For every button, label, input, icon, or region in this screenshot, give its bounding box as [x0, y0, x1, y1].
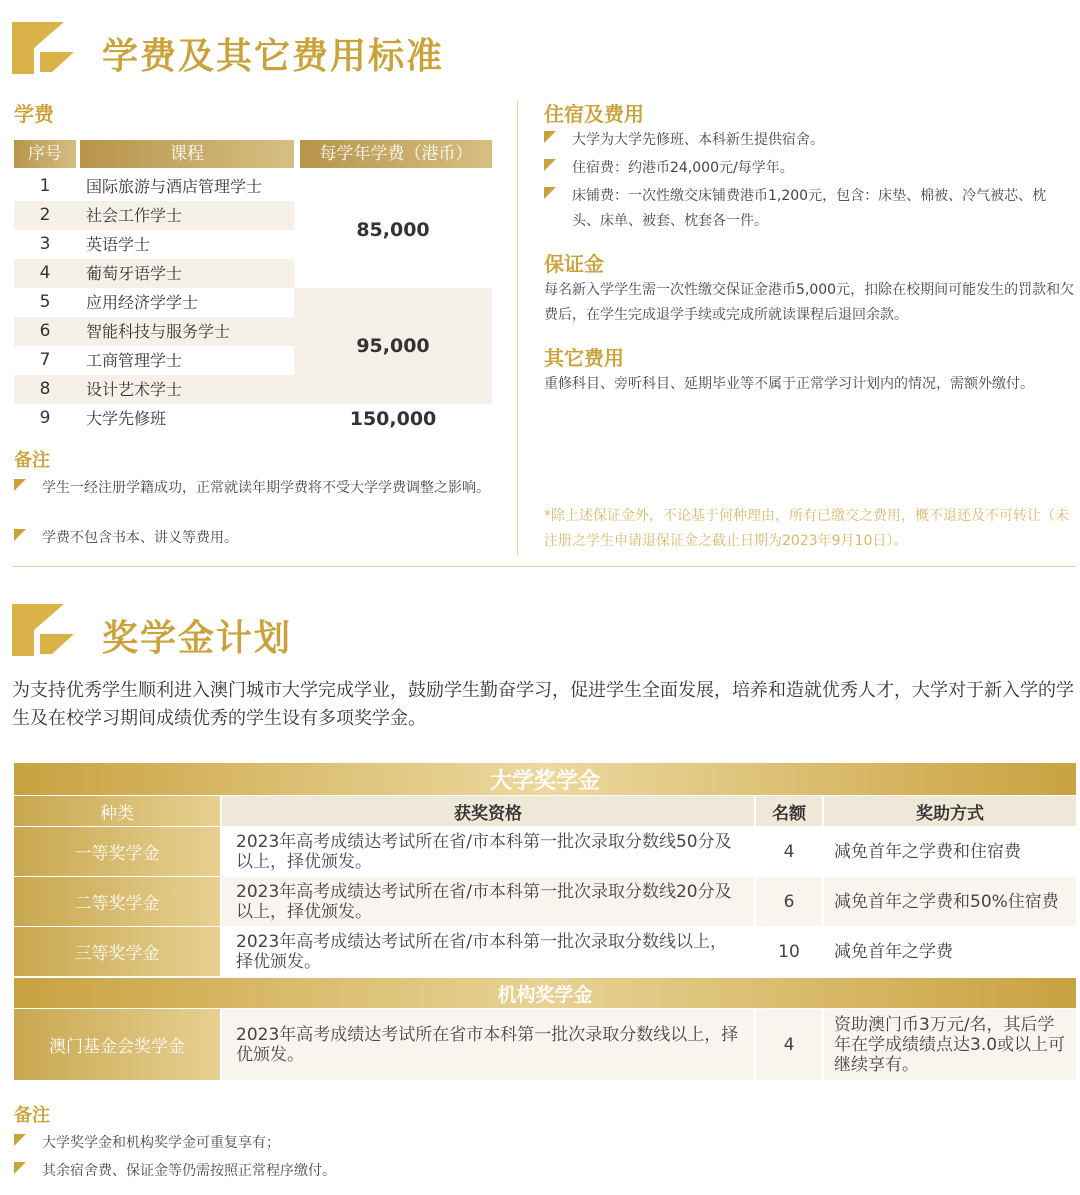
- quota-inst: 4: [756, 1009, 822, 1080]
- row-course: 应用经济学学士: [86, 293, 199, 312]
- row-course: 大学先修班: [86, 409, 167, 428]
- housing-item-2: 住宿费：约港币24,000元/每学年。: [544, 156, 1074, 181]
- row-course: 国际旅游与酒店管理学士: [86, 177, 263, 196]
- row-no: 7: [39, 350, 51, 370]
- quota-2: 6: [756, 877, 822, 926]
- requirement-1: 2023年高考成绩达考试所在省/市本科第一批次录取分数线50分及以上，择优颁发。: [236, 831, 732, 872]
- brand-mark-icon: [12, 22, 74, 74]
- award-inst: 资助澳门币3万元/名，其后学年在学成绩绩点达3.0或以上可继续享有。: [824, 1009, 1076, 1080]
- col-requirement: 获奖资格: [222, 796, 754, 826]
- triangle-bullet-icon: [544, 159, 556, 171]
- scholarship-type-1: 一等奖学金: [14, 827, 220, 876]
- deposit-text: 每名新入学学生需一次性缴交保证金港币5,000元，扣除在校期间可能发生的罚款和欠费后，在学生完成退学手续或完成所就读课程后退回余款。: [544, 282, 1075, 323]
- institution-scholarship-title: 机构奖学金: [14, 978, 1076, 1008]
- row-no: 5: [39, 292, 51, 312]
- triangle-bullet-icon: [14, 529, 26, 541]
- fee-group-3: 150,000: [349, 407, 437, 430]
- col-award: 奖助方式: [824, 796, 1076, 826]
- table-title: 大学奖学金: [14, 763, 1076, 795]
- row-course: 葡萄牙语学士: [86, 264, 183, 283]
- tuition-note-1: 学生一经注册学籍成功，正常就读年期学费将不受大学学费调整之影响。: [14, 476, 494, 501]
- row-no: 8: [39, 379, 51, 399]
- table-row: [14, 375, 294, 404]
- deposit-heading: 保证金: [544, 252, 604, 276]
- fee-group-2: 95,000: [294, 288, 492, 404]
- requirement-inst: 2023年高考成绩达考试所在省市本科第一批次录取分数线以上，择优颁发。: [222, 1009, 754, 1080]
- column-divider: [517, 100, 518, 555]
- row-course: 工商管理学士: [86, 351, 183, 370]
- scholarship-table: [14, 763, 1076, 1080]
- scholarship-title: 奖学金计划: [102, 618, 293, 659]
- row-no: 3: [39, 234, 51, 254]
- scholarship-notes-heading: 备注: [14, 1105, 50, 1126]
- housing-heading: 住宿及费用: [544, 102, 644, 126]
- requirement-3: 2023年高考成绩达考试所在省/市本科第一批次录取分数线以上，择优颁发。: [236, 931, 727, 972]
- fee-group-1: 85,000: [356, 219, 430, 241]
- refund-note: *除上述保证金外，不论基于何种理由，所有已缴交之费用，概不退还及不可转让（未注册之学生申请退保证金之截止日期为2023年9月10日）。: [544, 508, 1069, 549]
- brand-mark-icon: [12, 604, 74, 656]
- table-row: [14, 346, 294, 375]
- table-row: [14, 230, 294, 259]
- triangle-bullet-icon: [14, 1162, 26, 1174]
- other-fees-text: 重修科目、旁听科目、延期毕业等不属于正常学习计划内的情况，需额外缴付。: [544, 376, 1034, 392]
- housing-item-1: 大学为大学先修班、本科新生提供宿舍。: [544, 128, 1074, 153]
- row-course: 智能科技与服务学士: [86, 322, 231, 341]
- col-quota: 名额: [756, 796, 822, 826]
- award-3: 减免首年之学费: [834, 941, 953, 962]
- table-row: [14, 317, 294, 346]
- table-row: [14, 172, 294, 201]
- triangle-bullet-icon: [544, 131, 556, 143]
- row-course: 社会工作学士: [86, 206, 183, 225]
- col-course: 课程: [80, 140, 294, 168]
- scholarship-type-inst: 澳门基金会奖学金: [14, 1009, 220, 1080]
- scholarship-intro: 为支持优秀学生顺利进入澳门城市大学完成学业，鼓励学生勤奋学习，促进学生全面发展，培养和造就优秀人才，大学对于新入学的学生及在校学习期间成绩优秀的学生设有多项奖学金。: [12, 680, 1074, 729]
- table-row: [14, 404, 294, 433]
- fee-section-title: 学费及其它费用标准: [102, 36, 445, 77]
- other-fees-heading: 其它费用: [544, 346, 624, 370]
- triangle-bullet-icon: [544, 187, 556, 199]
- col-fee: 每学年学费（港币）: [300, 140, 492, 168]
- row-course: 英语学士: [86, 235, 151, 254]
- quota-1: 4: [783, 841, 795, 862]
- col-type: 种类: [14, 796, 220, 826]
- table-row: [14, 288, 294, 317]
- scholarship-note-2: 其余宿舍费、保证金等仍需按照正常程序缴付。: [14, 1159, 914, 1184]
- award-2: 减免首年之学费和50%住宿费: [824, 877, 1076, 926]
- scholarship-note-1: 大学奖学金和机构奖学金可重复享有；: [14, 1131, 914, 1156]
- section-divider: [12, 566, 1076, 567]
- triangle-bullet-icon: [14, 479, 26, 491]
- tuition-table: [14, 140, 492, 430]
- row-no: 2: [39, 205, 51, 225]
- requirement-2: 2023年高考成绩达考试所在省/市本科第一批次录取分数线20分及以上，择优颁发。: [222, 877, 754, 926]
- row-no: 4: [39, 263, 51, 283]
- tuition-note-2: 学费不包含书本、讲义等费用。: [14, 526, 494, 551]
- scholarship-type-3: 三等奖学金: [14, 927, 220, 976]
- housing-item-3: 床铺费：一次性缴交床铺费港币1,200元，包含：床垫、棉被、冷气被芯、枕头、床单、被套、枕套各一件。: [544, 184, 1074, 234]
- quota-3: 10: [778, 941, 800, 962]
- scholarship-type-2: 二等奖学金: [14, 877, 220, 926]
- table-row: [14, 259, 294, 288]
- col-no: 序号: [14, 140, 76, 168]
- tuition-heading: 学费: [14, 102, 54, 126]
- table-row: [14, 201, 294, 230]
- triangle-bullet-icon: [14, 1134, 26, 1146]
- row-no: 6: [39, 321, 51, 341]
- tuition-notes-heading: 备注: [14, 450, 50, 471]
- row-course: 设计艺术学士: [86, 380, 183, 399]
- row-no: 1: [39, 176, 51, 196]
- row-no: 9: [39, 408, 51, 428]
- award-1: 减免首年之学费和住宿费: [834, 841, 1021, 862]
